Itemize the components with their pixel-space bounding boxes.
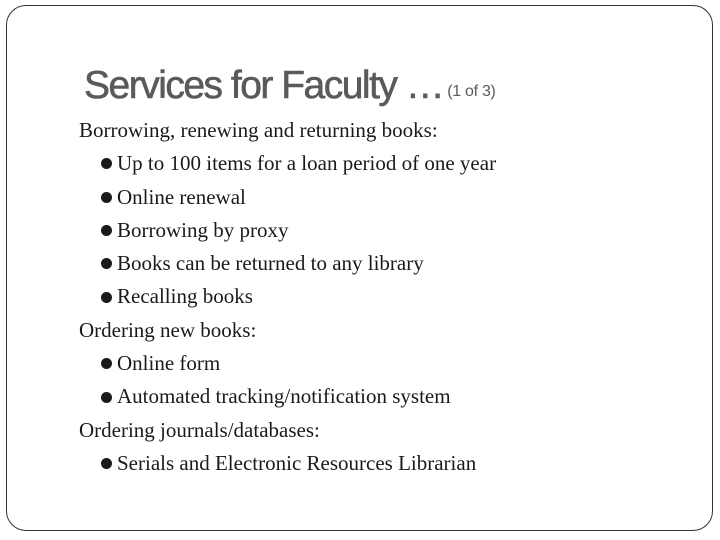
bullet-dot-icon bbox=[101, 292, 112, 303]
bullet-item bbox=[79, 280, 496, 313]
section-heading: Ordering new books: bbox=[79, 317, 257, 342]
section-heading: Borrowing, renewing and returning books: bbox=[79, 118, 438, 142]
bullet-text: Borrowing by proxy bbox=[117, 217, 289, 242]
bullet-dot-icon bbox=[101, 458, 112, 469]
bullet-text: Up to 100 items for a loan period of one year bbox=[117, 151, 497, 176]
bullet-dot-icon bbox=[101, 258, 112, 269]
bullet-text: Automated tracking/notification system bbox=[117, 384, 451, 409]
bullet-dot-icon bbox=[101, 358, 112, 369]
bullet-text: Books can be returned to any library bbox=[117, 251, 424, 276]
section-heading: Ordering journals/databases: bbox=[79, 417, 320, 442]
bullet-item bbox=[79, 147, 496, 180]
bullet-item bbox=[79, 181, 496, 214]
bullet-item bbox=[79, 247, 496, 280]
slide-title bbox=[84, 62, 496, 116]
bullet-item bbox=[79, 347, 496, 380]
bullet-text: Serials and Electronic Resources Librarian bbox=[117, 450, 477, 475]
bullet-text: Online renewal bbox=[117, 184, 246, 209]
slide-title-main: Services for Faculty … bbox=[84, 64, 444, 107]
bullet-text: Online form bbox=[117, 351, 221, 376]
bullet-item bbox=[79, 214, 496, 247]
bullet-dot-icon bbox=[101, 225, 112, 236]
bullet-item bbox=[79, 380, 496, 413]
bullet-dot-icon bbox=[101, 158, 112, 169]
slide-title-page-indicator: (1 of 3) bbox=[447, 83, 496, 100]
bullet-dot-icon bbox=[101, 392, 112, 403]
bullet-text: Recalling books bbox=[117, 284, 253, 309]
bullet-item bbox=[79, 447, 496, 480]
bullet-dot-icon bbox=[101, 192, 112, 203]
slide-body bbox=[79, 114, 496, 480]
